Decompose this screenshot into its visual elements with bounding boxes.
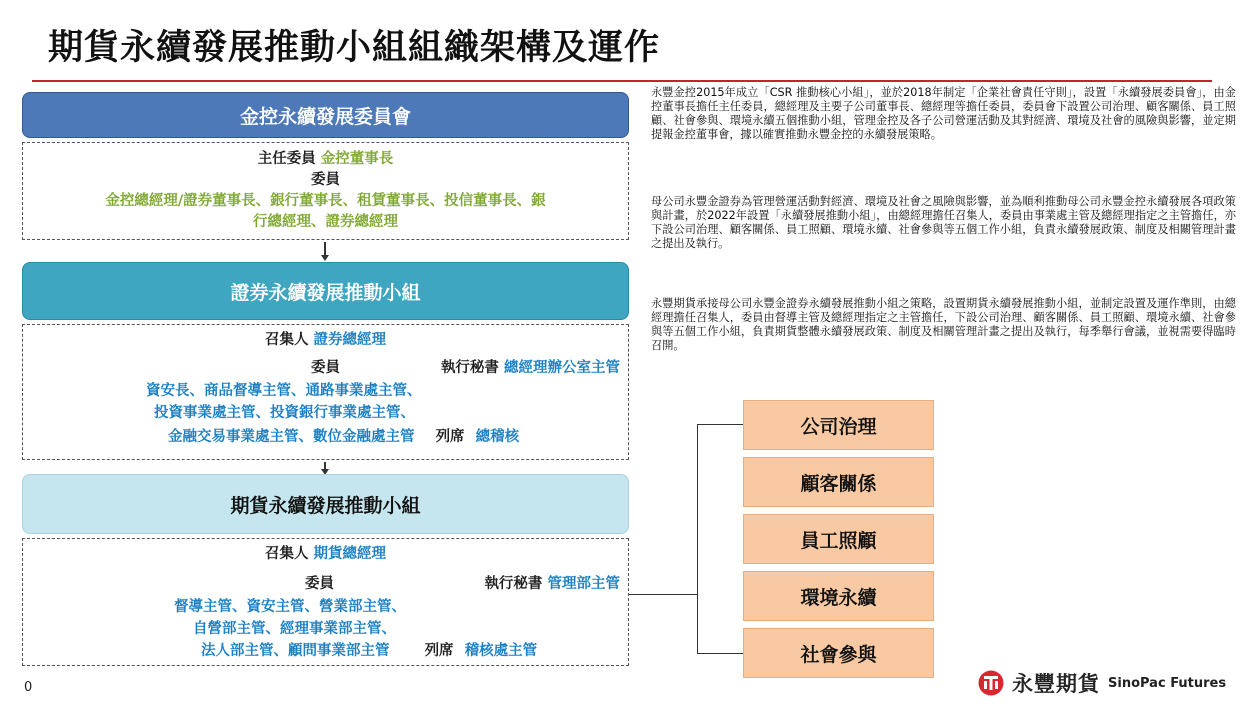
logo-chinese-name: 永豐期貨 <box>1012 672 1100 696</box>
logo-english-name: SinoPac Futures <box>1108 675 1227 691</box>
working-group-customer: 顧客關係 <box>743 457 934 507</box>
working-group-environment: 環境永續 <box>743 571 934 621</box>
working-group-governance: 公司治理 <box>743 400 934 450</box>
committee-box <box>22 142 629 240</box>
securities-members-line3-row <box>23 427 628 447</box>
securities-members-line1: 資安長、商品督導主管、通路事業處主管、 <box>146 383 422 399</box>
company-logo <box>978 668 1226 698</box>
committee-members-label: 委員 <box>311 172 340 188</box>
futures-members-line2: 自營部主管、經理事業部主管、 <box>193 621 396 637</box>
futures-members-line3: 法人部主管、顧問事業部主管 <box>201 643 390 659</box>
futures-convener-line <box>23 544 628 564</box>
futures-secretary-label: 執行秘書 <box>484 576 543 592</box>
futures-group-box <box>22 538 629 666</box>
futures-attendee-value: 稽核處主管 <box>464 643 538 659</box>
connector-line <box>697 424 698 653</box>
securities-convener-line <box>23 330 628 350</box>
securities-secretary-label: 執行秘書 <box>440 360 499 376</box>
futures-members-line3-row <box>23 641 628 661</box>
working-group-society: 社會參與 <box>743 628 934 678</box>
securities-convener-value: 證券總經理 <box>313 332 387 348</box>
futures-group-banner: 期貨永續發展推動小組 <box>22 474 629 534</box>
futures-members-label: 委員 <box>305 576 334 592</box>
securities-secretary <box>441 358 620 378</box>
securities-secretary-value: 總經理辦公室主管 <box>504 360 620 376</box>
committee-banner: 金控永續發展委員會 <box>22 92 629 138</box>
committee-chair-line <box>23 149 628 169</box>
futures-members-line1: 督導主管、資安主管、營業部主管、 <box>174 599 406 615</box>
securities-group-banner: 證券永續發展推動小組 <box>22 262 629 320</box>
sinopac-logo-icon <box>978 670 1004 696</box>
down-arrow-icon <box>324 242 326 256</box>
working-group-employee: 員工照顧 <box>743 514 934 564</box>
connector-line <box>697 424 743 425</box>
page-number: 0 <box>24 680 33 695</box>
down-arrow-icon <box>324 462 326 470</box>
title-divider <box>32 80 1212 82</box>
paragraph-futures: 永豐期貨承接母公司永豐金證券永續發展推動小組之策略，設置期貨永續發展推動小組，並制定設置及運作準則，由總經理擔任召集人，委員由督導主管及總經理指定之主管擔任，下設公司治理、顧客關係、員工照顧、環境永續、社會參與等五個工作小組，負責期貨整體永續發展政策、制度及相關管理計畫之提出及執行，每季舉行會議，並視需要得臨時召開。 <box>651 297 1236 352</box>
securities-attendee-value: 總稽核 <box>475 429 520 445</box>
paragraph-fhc: 永豐金控2015年成立「CSR 推動核心小組」，並於2018年制定「企業社會責任守則」，設置「永續發展委員會」，由金控董事長擔任主任委員，總經理及主要子公司董事長、總經理等擔任委員，委員會下設置公司治理、顧客關係、員工照顧、社會參與、環境永續五個推動小組，管理金控及各子公司營運活動及其對經濟、環境及社會的風險與影響，並定期提報金控董事會，據以確實推動永豐金控的永續發展策略。 <box>651 86 1236 141</box>
committee-chair-value: 金控董事長 <box>320 151 394 167</box>
securities-convener-label: 召集人 <box>264 332 309 348</box>
connector-line <box>697 653 743 654</box>
connector-line <box>629 594 698 595</box>
securities-group-box <box>22 324 629 460</box>
securities-members-line2: 投資事業處主管、投資銀行事業處主管、 <box>154 405 415 421</box>
committee-members-line2: 行總經理、證券總經理 <box>253 214 398 230</box>
futures-secretary-value: 管理部主管 <box>547 576 620 592</box>
page-title: 期貨永續發展推動小組組織架構及運作 <box>48 28 661 68</box>
securities-attendee-label: 列席 <box>435 429 465 445</box>
securities-members-line3: 金融交易事業處主管、數位金融處主管 <box>168 429 415 445</box>
committee-members-line1: 金控總經理/證券董事長、銀行董事長、租賃董事長、投信董事長、銀 <box>105 193 546 209</box>
paragraph-securities: 母公司永豐金證券為管理營運活動對經濟、環境及社會之風險與影響，並為順利推動母公司永豐金控永續發展各項政策與計畫，於2022年設置「永續發展推動小組」，由總經理擔任召集人，委員由事業處主管及總經理指定之主管擔任，亦下設公司治理、顧客關係、員工照顧、環境永續、社會參與等五個工作小組，負責永續發展政策、制度及相關管理計畫之提出及執行。 <box>651 195 1236 250</box>
futures-convener-label: 召集人 <box>264 546 309 562</box>
securities-members-label: 委員 <box>311 360 340 376</box>
futures-convener-value: 期貨總經理 <box>313 546 387 562</box>
futures-attendee-label: 列席 <box>424 643 454 659</box>
committee-chair-label: 主任委員 <box>257 151 316 167</box>
futures-secretary <box>484 574 620 594</box>
